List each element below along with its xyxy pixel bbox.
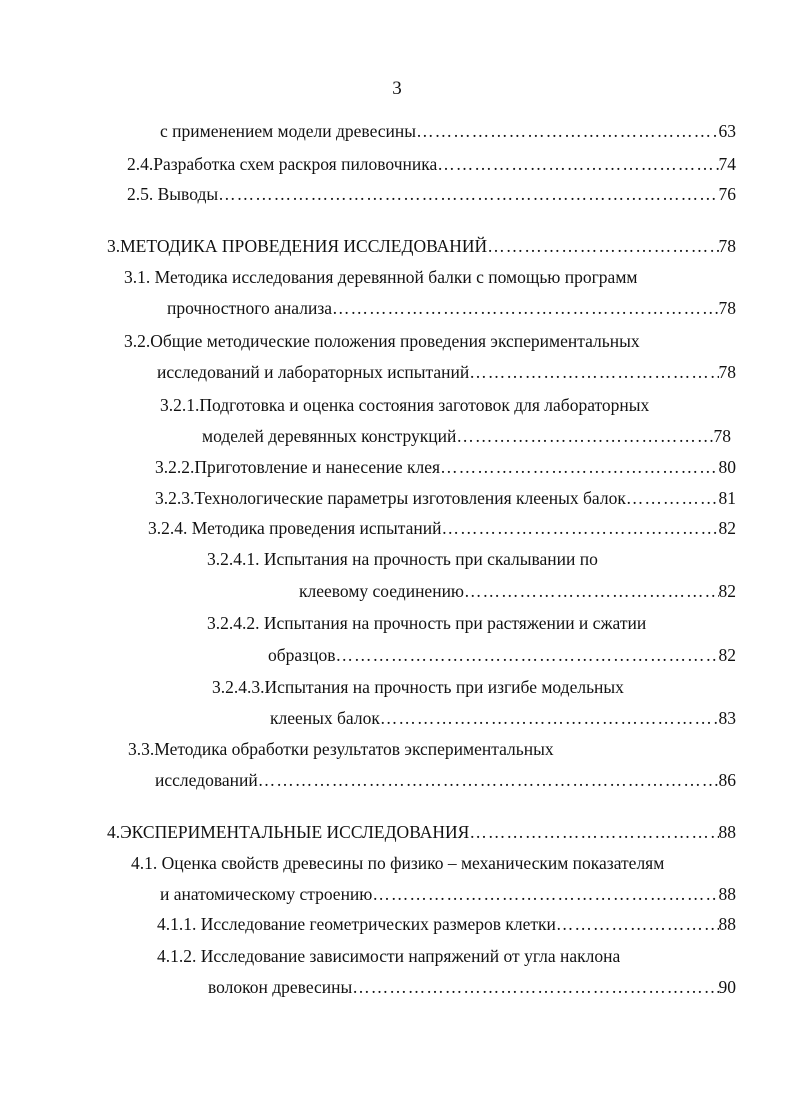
toc-entry — [167, 297, 736, 319]
toc-entry-text: 3.2.4.2. Испытания на прочность при растяжении и сжатии — [207, 613, 647, 633]
leader-dots — [464, 580, 718, 602]
toc-entry-title: исследований и лабораторных испытаний — [157, 362, 470, 382]
toc-entry-title: клееных балок — [270, 708, 380, 728]
toc-entry-text: 3.2.Общие методические положения проведения экспериментальных — [124, 331, 640, 351]
toc-entry-page: 78 — [713, 426, 731, 446]
toc-entry-title: 2.4.Разработка схем раскроя пиловочника — [127, 154, 438, 174]
leader-dots — [469, 821, 718, 843]
toc-entry-title: 4.ЭКСПЕРИМЕНТАЛЬНЫЕ ИССЛЕДОВАНИЯ — [107, 822, 470, 842]
toc-entry — [155, 487, 736, 509]
toc-entry-page: 88 — [718, 822, 736, 842]
toc-entry — [155, 769, 736, 791]
leader-dots — [258, 769, 719, 791]
toc-section-heading — [107, 821, 736, 843]
toc-entry-text: 4.1. Оценка свойств древесины по физико – механическим показателям — [131, 853, 665, 873]
toc-entry — [157, 361, 736, 383]
toc-entry — [208, 976, 736, 998]
toc-entry — [157, 913, 736, 935]
toc-entry-title: с применением модели древесины — [160, 121, 417, 141]
toc-entry — [155, 456, 736, 478]
leader-dots — [332, 297, 719, 319]
toc-entry-page: 81 — [718, 488, 736, 508]
toc-entry-title: 3.2.4. Методика проведения испытаний — [148, 518, 442, 538]
toc-entry-title: клеевому соединению — [299, 581, 465, 601]
leader-dots — [469, 361, 718, 383]
toc-entry-page: 82 — [718, 645, 736, 665]
toc-entry-title: 2.5. Выводы — [127, 184, 219, 204]
toc-entry-page: 76 — [718, 184, 736, 204]
toc-entry — [148, 517, 736, 539]
toc-entry-title: и анатомическому строению — [160, 884, 373, 904]
toc-entry-text: 3.2.4.1. Испытания на прочность при скалывании по — [207, 549, 598, 569]
leader-dots — [626, 487, 719, 509]
toc-entry-title: моделей деревянных конструкций — [202, 426, 457, 446]
toc-entry-title: 3.2.3.Технологические параметры изготовления клееных балок — [155, 488, 626, 508]
toc-entry-page: 90 — [718, 977, 736, 997]
toc-entry — [299, 580, 736, 602]
toc-entry-title: исследований — [155, 770, 258, 790]
toc-entry-page: 74 — [718, 154, 736, 174]
toc-entry-page: 78 — [718, 236, 736, 256]
toc-section-heading — [107, 235, 736, 257]
toc-entry — [268, 644, 736, 666]
toc-entry-text: 3.1. Методика исследования деревянной балки с помощью программ — [124, 267, 638, 287]
toc-entry — [202, 425, 731, 447]
toc-entry — [127, 183, 736, 205]
toc-entry-text: 3.2.4.3.Испытания на прочность при изгибе модельных — [212, 677, 624, 697]
toc-entry — [160, 120, 736, 142]
leader-dots — [335, 644, 718, 666]
leader-dots — [380, 707, 719, 729]
toc-entry-title: 3.2.2.Приготовление и нанесение клея — [155, 457, 441, 477]
leader-dots — [456, 425, 713, 447]
leader-dots — [442, 517, 719, 539]
toc-entry-text: 3.3.Методика обработки результатов экспериментальных — [128, 739, 554, 759]
toc-entry-page: 88 — [718, 884, 736, 904]
toc-entry-page: 86 — [718, 770, 736, 790]
toc-entry-page: 88 — [718, 914, 736, 934]
leader-dots — [556, 913, 719, 935]
toc-entry-page: 78 — [718, 298, 736, 318]
leader-dots — [372, 883, 718, 905]
toc-entry-title: 3.МЕТОДИКА ПРОВЕДЕНИЯ ИССЛЕДОВАНИЙ — [107, 236, 488, 256]
toc-entry-page: 82 — [718, 581, 736, 601]
leader-dots — [352, 976, 718, 998]
leader-dots — [437, 153, 718, 175]
toc-entry-page: 82 — [718, 518, 736, 538]
toc-entry — [160, 883, 736, 905]
toc-entry-page: 83 — [718, 708, 736, 728]
toc-entry-text: 3.2.1.Подготовка и оценка состояния заготовок для лабораторных — [160, 395, 650, 415]
toc-entry-title: 4.1.1. Исследование геометрических размеров клетки — [157, 914, 556, 934]
toc-entry-page: 80 — [718, 457, 736, 477]
toc-entry-title: волокон древесины — [208, 977, 353, 997]
page-number: 3 — [392, 78, 402, 99]
leader-dots — [440, 456, 718, 478]
toc-entry-title: образцов — [268, 645, 336, 665]
leader-dots — [218, 183, 718, 205]
toc-entry-page: 63 — [718, 121, 736, 141]
toc-entry-page: 78 — [718, 362, 736, 382]
toc-entry-text: 4.1.2. Исследование зависимости напряжений от угла наклона — [157, 946, 621, 966]
leader-dots — [487, 235, 718, 257]
toc-entry — [270, 707, 736, 729]
leader-dots — [416, 120, 718, 142]
toc-entry — [127, 153, 736, 175]
toc-entry-title: прочностного анализа — [167, 298, 332, 318]
